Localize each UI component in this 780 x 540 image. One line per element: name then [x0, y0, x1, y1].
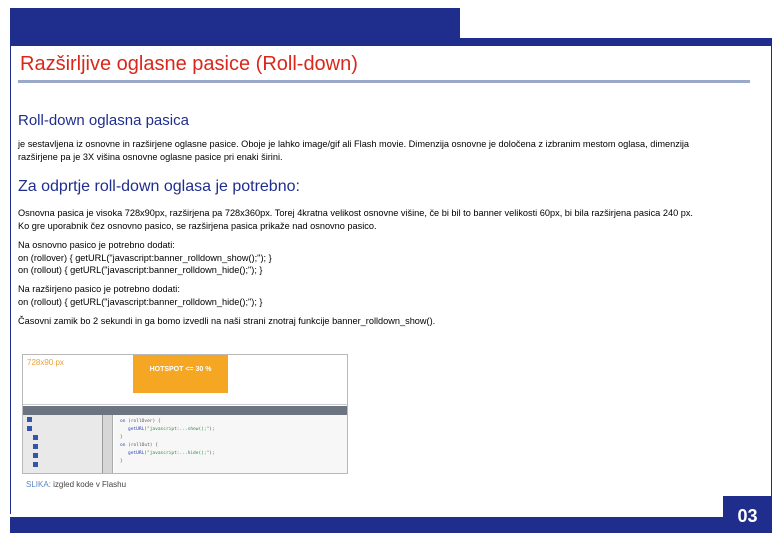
figure-caption	[26, 480, 126, 489]
code-line: on (rollover) { getURL("javascript:banner_rolldown_show();"); }	[18, 252, 272, 263]
title-divider	[18, 80, 750, 83]
flash-screenshot-figure	[22, 354, 348, 474]
footer-bar	[10, 517, 772, 533]
text-line: Časovni zamik bo 2 sekundi in ga bomo izvedli na naši strani znotraj funkcije banner_rolldown_show().	[18, 316, 436, 326]
tree-item	[33, 453, 40, 461]
page-title: Razširljive oglasne pasice (Roll-down)	[20, 53, 358, 75]
intro-line: je sestavljena iz osnovne in razširjene oglasne pasice. Oboje je lahko image/gif ali Flash movie. Dimenzija osnovne je določena z izbranim mestom oglasa, dimenzija	[18, 139, 690, 149]
hotspot-area: HOTSPOT <= 30 %	[133, 355, 228, 393]
code-row: on (rollOver) {	[120, 419, 161, 424]
code-row: }	[120, 435, 123, 440]
code-row: getURL("javascript:...hide();");	[128, 451, 215, 456]
tree-item	[33, 435, 40, 443]
text-line: Ko gre uporabnik čez osnovno pasico, se razširjena pasica prikaže nad osnovno pasico.	[18, 220, 377, 231]
text-line: Na osnovno pasico je potrebno dodati:	[18, 240, 175, 250]
text-line: Na razširjeno pasico je potrebno dodati:	[18, 284, 180, 294]
requirements-heading: Za odprtje roll-down oglasa je potrebno:	[18, 178, 300, 195]
actions-tree-panel	[23, 415, 103, 474]
banner-size-label: 728x90 px	[27, 358, 64, 367]
requirements-paragraph-3	[18, 283, 763, 308]
code-line: on (rollout) { getURL("javascript:banner_rolldown_hide();"); }	[18, 296, 263, 307]
requirements-paragraph-4	[18, 315, 763, 328]
code-row: }	[120, 459, 123, 464]
actions-panel-toolbar	[23, 406, 347, 415]
tree-item	[33, 462, 40, 470]
page-number: 03	[723, 496, 772, 533]
text-line: Osnovna pasica je visoka 728x90px, razširjena pa 728x360px. Torej 4kratna velikost osnovne višine, če bi bil to banner velikosti 60px, bi bila razširjena pasica 240 px.	[18, 208, 693, 218]
code-row: getURL("javascript:...show();");	[128, 427, 215, 432]
requirements-paragraph-2	[18, 239, 763, 277]
requirements-paragraph-1	[18, 207, 763, 232]
caption-text: izgled kode v Flashu	[50, 480, 127, 489]
intro-paragraph	[18, 138, 763, 163]
banner-preview	[23, 355, 347, 405]
code-row: on (rollOut) {	[120, 443, 158, 448]
header-bar	[10, 38, 772, 46]
code-line: on (rollout) { getURL("javascript:banner_rolldown_hide();"); }	[18, 265, 263, 275]
actions-code-editor	[114, 415, 348, 474]
intro-line: razširjene pa je 3X višina osnovne oglasne pasice pri enaki širini.	[18, 151, 283, 162]
section-heading: Roll-down oglasna pasica	[18, 112, 189, 129]
tree-item	[27, 417, 34, 425]
tree-item	[33, 444, 40, 452]
caption-label: SLIKA:	[26, 480, 51, 489]
header-tab	[10, 8, 460, 40]
actions-toolbar-strip	[103, 415, 113, 474]
tree-item	[27, 426, 34, 434]
